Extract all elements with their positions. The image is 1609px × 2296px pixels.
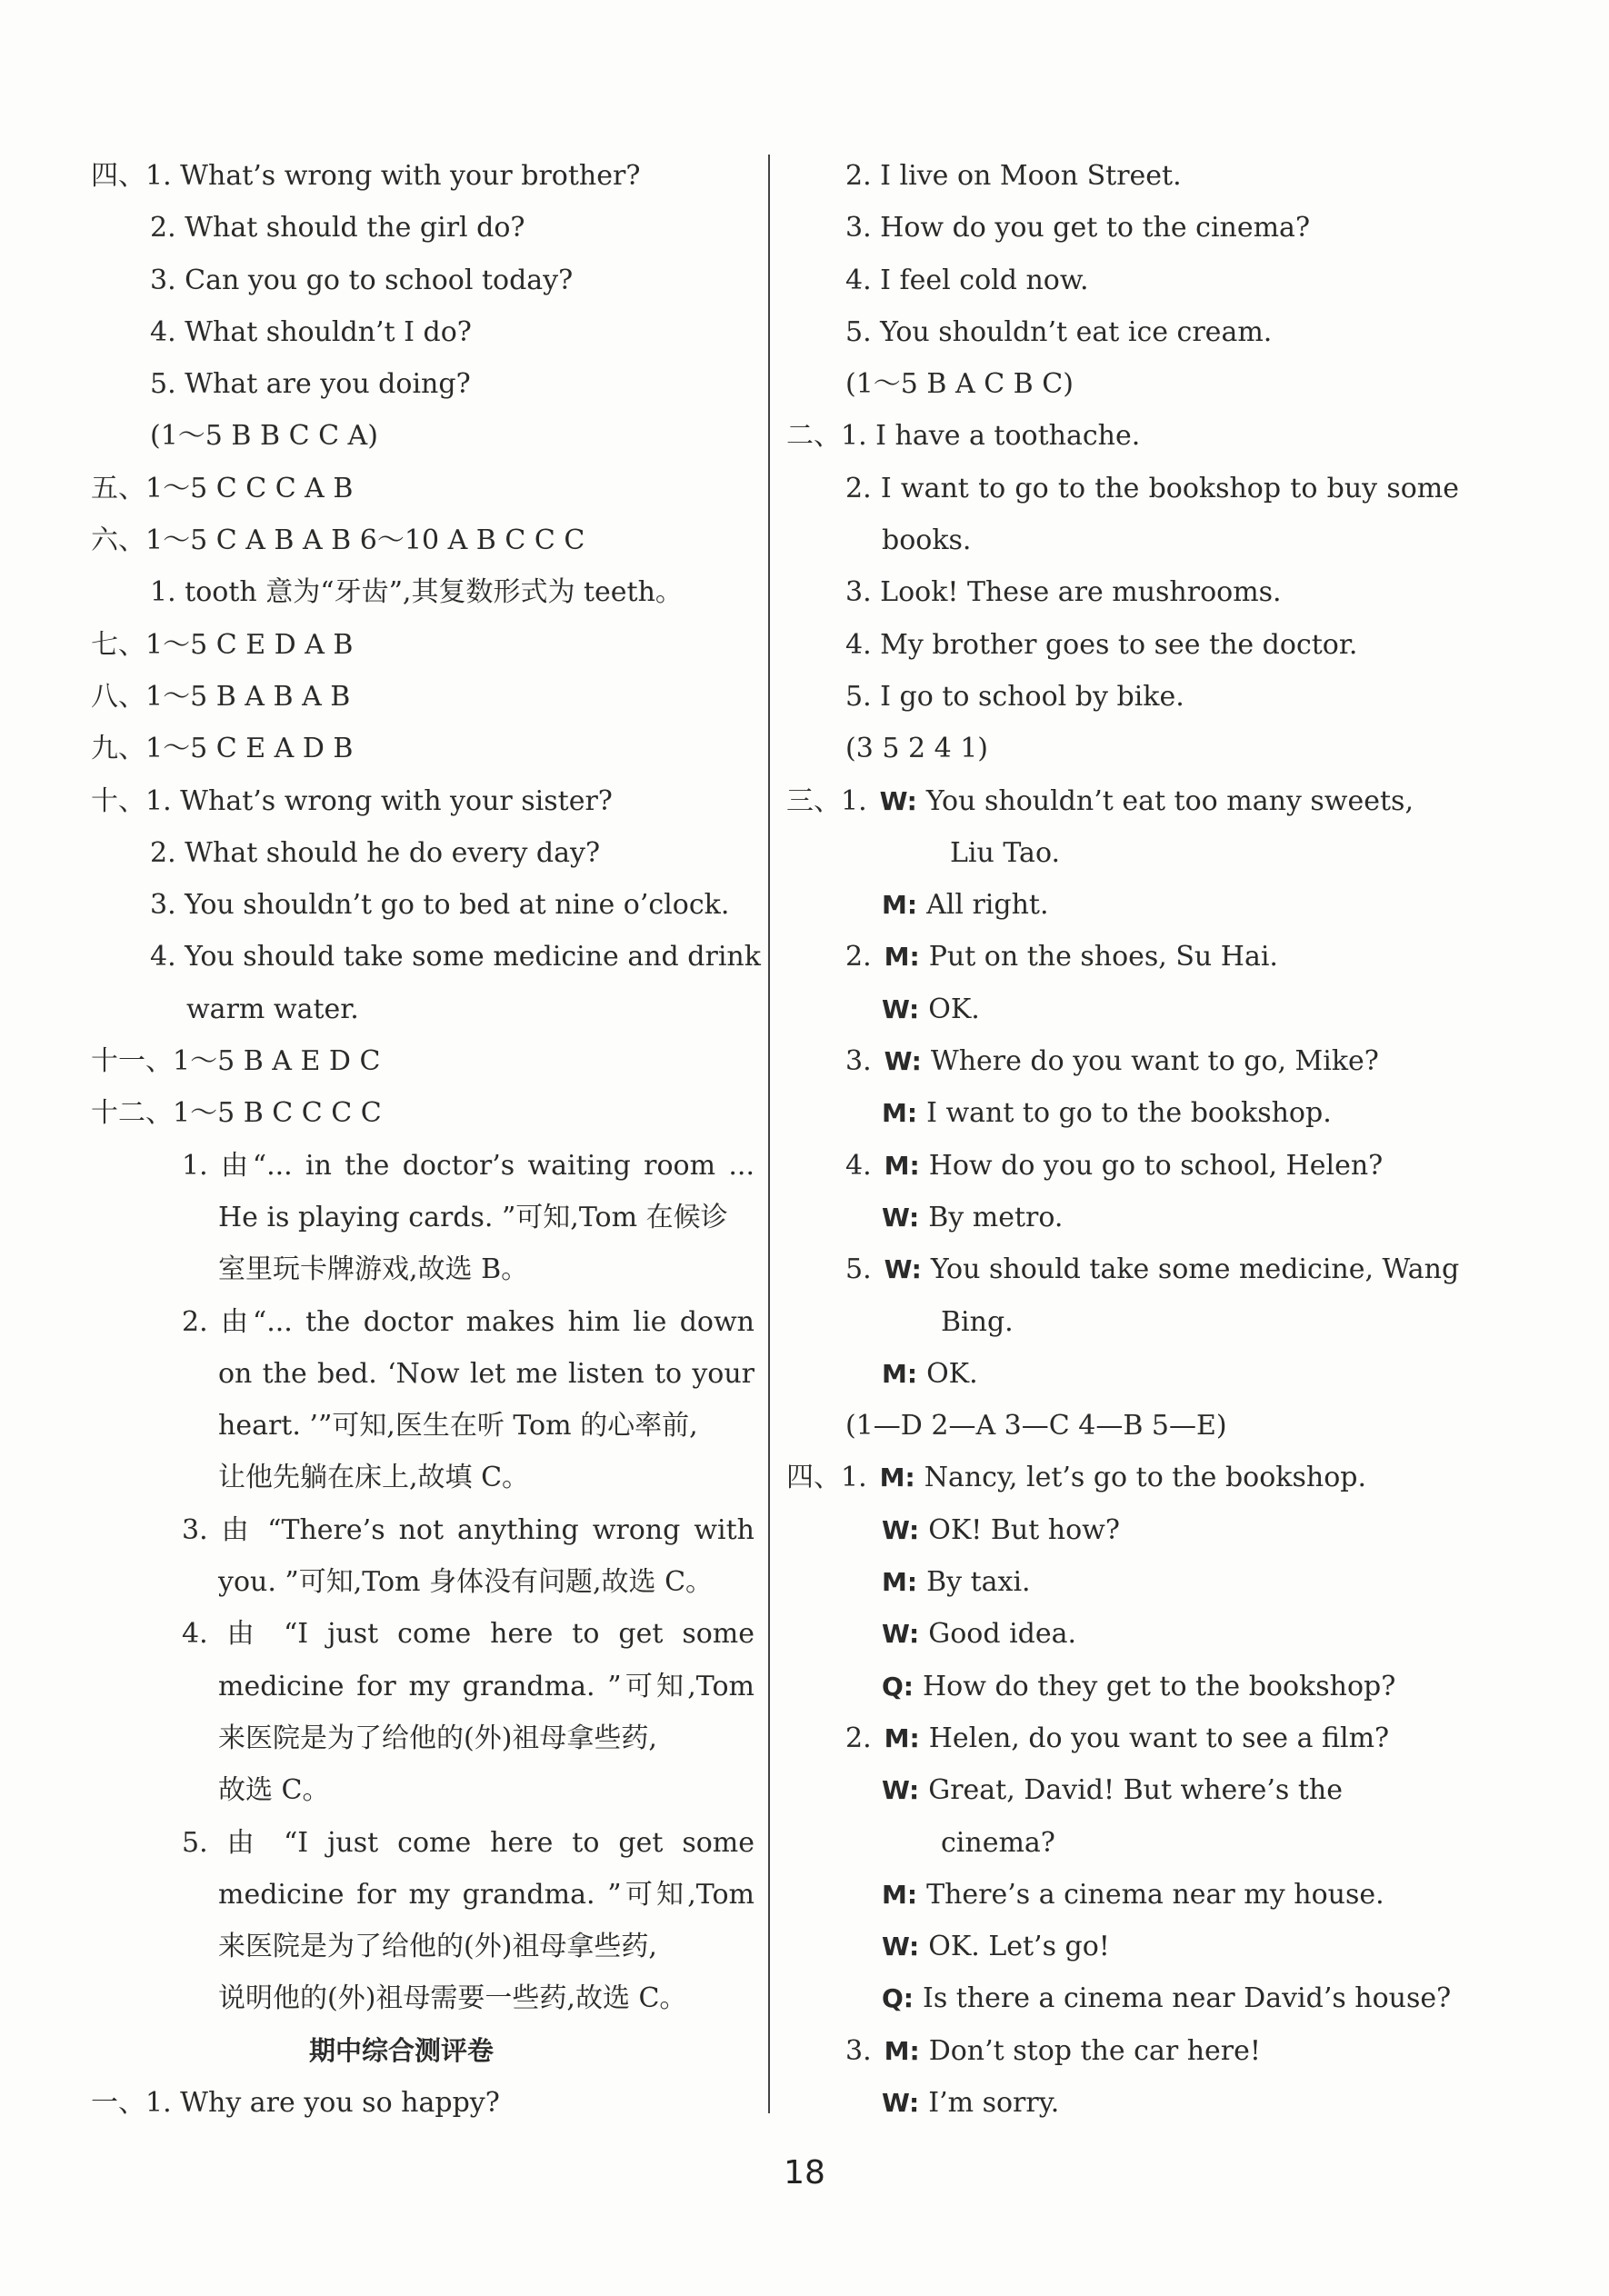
item-number: 3. — [845, 1045, 872, 1078]
answer-line — [91, 1348, 755, 1400]
answer-line — [786, 619, 1459, 671]
line-text: Great, David! But where’s the — [928, 1774, 1343, 1807]
page-number: 18 — [784, 2154, 825, 2191]
answer-line — [786, 1504, 1459, 1556]
line-text: All right. — [926, 889, 1049, 922]
line-text: medicine for my grandma. ”可知,Tom — [218, 1670, 755, 1702]
line-text: 4. You should take some medicine and drink — [150, 941, 761, 973]
answer-line — [91, 1869, 755, 1921]
line-text: Nancy, let’s go to the bookshop. — [924, 1462, 1367, 1494]
line-text: 2. I want to go to the bookshop to buy some — [845, 472, 1459, 504]
speaker-label: M: — [882, 1098, 918, 1129]
line-text: By taxi. — [926, 1566, 1031, 1599]
line-text: Don’t stop the car here! — [928, 2034, 1261, 2067]
line-text: 一、1. Why are you so happy? — [91, 2086, 500, 2119]
answer-line — [91, 1192, 755, 1243]
speaker-label: M: — [884, 1150, 920, 1181]
item-number: 2. — [845, 1722, 872, 1754]
answer-line — [786, 358, 1459, 410]
line-text: medicine for my grandma. ”可知,Tom — [218, 1878, 755, 1911]
line-text: 2. I live on Moon Street. — [845, 160, 1182, 192]
line-text: 五、1～5 C C C A B — [91, 472, 354, 504]
answer-line — [91, 255, 755, 306]
answer-line — [91, 775, 755, 827]
answer-line — [91, 150, 755, 202]
answer-line — [786, 1348, 1459, 1400]
answer-line — [786, 1452, 1459, 1503]
answer-line — [91, 1764, 755, 1816]
answer-line — [786, 1817, 1459, 1869]
line-text: Put on the shoes, Su Hai. — [928, 941, 1278, 973]
answer-line — [91, 1817, 755, 1869]
item-number: 4. — [845, 1149, 872, 1182]
line-text: 让他先躺在床上,故填 C。 — [218, 1462, 530, 1494]
item-number: 2. — [845, 941, 872, 973]
answer-line — [786, 255, 1459, 306]
line-text: Liu Tao. — [950, 836, 1061, 869]
line-text: 十、1. What’s wrong with your sister? — [91, 784, 613, 817]
answer-line — [91, 1608, 755, 1660]
answer-line — [91, 827, 755, 879]
speaker-label: M: — [882, 1358, 918, 1389]
line-text: cinema? — [941, 1826, 1055, 1859]
answer-line — [91, 1556, 755, 1608]
line-text: You shouldn’t eat too many sweets, — [925, 784, 1414, 817]
answer-line — [786, 1400, 1459, 1452]
answer-line — [786, 306, 1459, 358]
line-text: He is playing cards. ”可知,Tom 在候诊 — [218, 1201, 728, 1233]
answer-line — [91, 1296, 755, 1348]
line-text: Bing. — [941, 1305, 1014, 1338]
answer-line — [91, 1504, 755, 1556]
answer-line — [786, 983, 1459, 1035]
answer-line — [91, 306, 755, 358]
answer-line — [786, 2077, 1459, 2129]
speaker-label: M: — [884, 942, 920, 973]
answer-line — [91, 514, 755, 566]
speaker-label: Q: — [882, 1983, 914, 2014]
item-number: 3. — [845, 2034, 872, 2067]
answer-line — [786, 150, 1459, 202]
answer-line — [786, 1608, 1459, 1660]
speaker-label: M: — [884, 2035, 920, 2066]
line-text: I want to go to the bookshop. — [926, 1097, 1332, 1130]
line-text: 5. I go to school by bike. — [845, 680, 1184, 713]
column-divider — [768, 155, 770, 2113]
answer-line — [786, 1192, 1459, 1243]
answer-line — [91, 1243, 755, 1295]
answer-line — [91, 879, 755, 931]
line-text: Is there a cinema near David’s house? — [923, 1982, 1452, 2015]
answer-line — [91, 202, 755, 254]
line-text: 5. 由 “I just come here to get some — [182, 1826, 755, 1859]
line-text: 故选 C。 — [218, 1774, 330, 1807]
answer-line — [91, 931, 761, 983]
line-text: 2. What should he do every day? — [150, 836, 601, 869]
line-text: 四、1. What’s wrong with your brother? — [91, 160, 641, 192]
answer-line — [786, 463, 1459, 514]
line-text: 1. 由“... in the doctor’s waiting room ... — [182, 1149, 755, 1182]
answer-line — [91, 671, 755, 723]
answer-line — [91, 410, 755, 462]
answer-line — [91, 983, 755, 1035]
speaker-label: M: — [882, 1567, 918, 1598]
line-text: There’s a cinema near my house. — [926, 1878, 1384, 1911]
line-text: 4. 由 “I just come here to get some — [182, 1618, 755, 1651]
answer-line — [91, 619, 755, 671]
answer-line — [91, 723, 755, 774]
answer-line — [786, 514, 1459, 566]
line-text: OK. — [926, 1357, 978, 1390]
speaker-label: Q: — [882, 1671, 914, 1702]
item-number: 三、1. — [786, 784, 867, 817]
answer-line — [786, 410, 1459, 462]
answer-line — [786, 1712, 1459, 1764]
line-text: 二、1. I have a toothache. — [786, 420, 1141, 453]
line-text: I’m sorry. — [928, 2086, 1060, 2119]
line-text: How do they get to the bookshop? — [923, 1670, 1396, 1702]
speaker-label: M: — [879, 1462, 915, 1493]
speaker-label: M: — [882, 1879, 918, 1910]
line-text: 2. 由“... the doctor makes him lie down — [182, 1305, 755, 1338]
answer-line — [786, 202, 1459, 254]
answer-line — [91, 2077, 755, 2129]
line-text: 六、1～5 C A B A B 6～10 A B C C C — [91, 524, 585, 557]
answer-line — [91, 566, 755, 618]
answer-line — [786, 1035, 1459, 1087]
line-text: (3 5 2 4 1) — [845, 733, 988, 765]
answer-line — [91, 1140, 755, 1192]
speaker-label: W: — [879, 785, 917, 816]
line-text: 2. What should the girl do? — [150, 212, 525, 245]
answer-line — [91, 358, 755, 410]
speaker-label: W: — [884, 1046, 922, 1077]
line-text: 3. You shouldn’t go to bed at nine o’clock. — [150, 889, 730, 922]
answer-line — [786, 1764, 1459, 1816]
speaker-label: W: — [882, 1619, 920, 1650]
answer-line — [786, 1087, 1459, 1139]
answer-line — [786, 2025, 1459, 2077]
line-text: 3. Can you go to school today? — [150, 264, 574, 296]
answer-line — [786, 671, 1459, 723]
speaker-label: W: — [882, 2087, 920, 2118]
line-text: Helen, do you want to see a film? — [928, 1722, 1390, 1754]
line-text: warm water. — [186, 993, 359, 1025]
speaker-label: M: — [884, 1722, 920, 1753]
line-text: 十一、1～5 B A E D C — [91, 1045, 381, 1078]
line-text: 八、1～5 B A B A B — [91, 680, 351, 713]
line-text: 4. What shouldn’t I do? — [150, 315, 472, 348]
line-text: You should take some medicine, Wang — [930, 1253, 1460, 1286]
line-text: books. — [882, 524, 972, 557]
speaker-label: W: — [884, 1254, 922, 1285]
answer-line — [786, 1243, 1459, 1295]
answer-line — [91, 463, 755, 514]
answer-line — [786, 1556, 1459, 1608]
line-text: on the bed. ‘Now let me listen to your — [218, 1357, 755, 1390]
answer-line — [91, 1972, 755, 2024]
answer-line — [91, 1400, 755, 1452]
line-text: 室里玩卡牌游戏,故选 B。 — [218, 1253, 529, 1286]
speaker-label: W: — [882, 1932, 920, 1962]
answer-line — [91, 1661, 755, 1712]
line-text: 十二、1～5 B C C C C — [91, 1097, 382, 1130]
answer-line — [786, 1972, 1459, 2024]
speaker-label: W: — [882, 1202, 920, 1233]
line-text: 九、1～5 C E A D B — [91, 733, 354, 765]
answer-line — [786, 879, 1459, 931]
answer-line — [786, 566, 1459, 618]
line-text: Where do you want to go, Mike? — [930, 1045, 1379, 1078]
item-number: 5. — [845, 1253, 872, 1286]
line-text: 3. 由 “There’s not anything wrong with — [182, 1513, 755, 1546]
line-text: 1. tooth 意为“牙齿”,其复数形式为 teeth。 — [150, 576, 683, 609]
line-text: 5. You shouldn’t eat ice cream. — [845, 315, 1273, 348]
line-text: heart. ’”可知,医生在听 Tom 的心率前, — [218, 1410, 698, 1442]
line-text: 七、1～5 C E D A B — [91, 628, 354, 661]
answer-line — [786, 775, 1459, 827]
answer-line — [91, 1712, 755, 1764]
speaker-label: W: — [882, 993, 920, 1024]
section-heading — [91, 2025, 755, 2077]
line-text: 期中综合测评卷 — [309, 2034, 495, 2066]
answer-line — [91, 1921, 755, 1972]
line-text: (1～5 B A C B C) — [845, 368, 1074, 401]
line-text: 4. I feel cold now. — [845, 264, 1089, 296]
answer-line — [91, 1035, 755, 1087]
line-text: (1—D 2—A 3—C 4—B 5—E) — [845, 1410, 1227, 1442]
answer-line — [786, 827, 1459, 879]
line-text: (1～5 B B C C A) — [150, 420, 378, 453]
line-text: 5. What are you doing? — [150, 368, 471, 401]
left-column — [91, 150, 761, 2129]
item-number: 四、1. — [786, 1462, 867, 1494]
line-text: Good idea. — [928, 1618, 1077, 1651]
speaker-label: W: — [882, 1514, 920, 1545]
line-text: 4. My brother goes to see the doctor. — [845, 628, 1358, 661]
answer-line — [786, 723, 1459, 774]
answer-line — [786, 1869, 1459, 1921]
line-text: By metro. — [928, 1201, 1064, 1233]
line-text: you. ”可知,Tom 身体没有问题,故选 C。 — [218, 1566, 714, 1599]
answer-line — [91, 1087, 755, 1139]
line-text: OK. Let’s go! — [928, 1931, 1110, 1963]
answer-line — [786, 1661, 1459, 1712]
speaker-label: M: — [882, 890, 918, 921]
line-text: 来医院是为了给他的(外)祖母拿些药, — [218, 1931, 657, 1963]
line-text: OK! But how? — [928, 1513, 1120, 1546]
line-text: 来医院是为了给他的(外)祖母拿些药, — [218, 1722, 657, 1754]
answer-line — [786, 1296, 1459, 1348]
answer-line — [786, 1140, 1459, 1192]
right-column — [786, 150, 1459, 2129]
line-text: 3. How do you get to the cinema? — [845, 212, 1311, 245]
speaker-label: W: — [882, 1775, 920, 1806]
answer-line — [786, 1921, 1459, 1972]
answer-line — [91, 1452, 755, 1503]
line-text: 3. Look! These are mushrooms. — [845, 576, 1282, 609]
answer-line — [786, 931, 1459, 983]
line-text: 说明他的(外)祖母需要一些药,故选 C。 — [218, 1982, 687, 2015]
line-text: OK. — [928, 993, 980, 1025]
line-text: How do you go to school, Helen? — [928, 1149, 1384, 1182]
